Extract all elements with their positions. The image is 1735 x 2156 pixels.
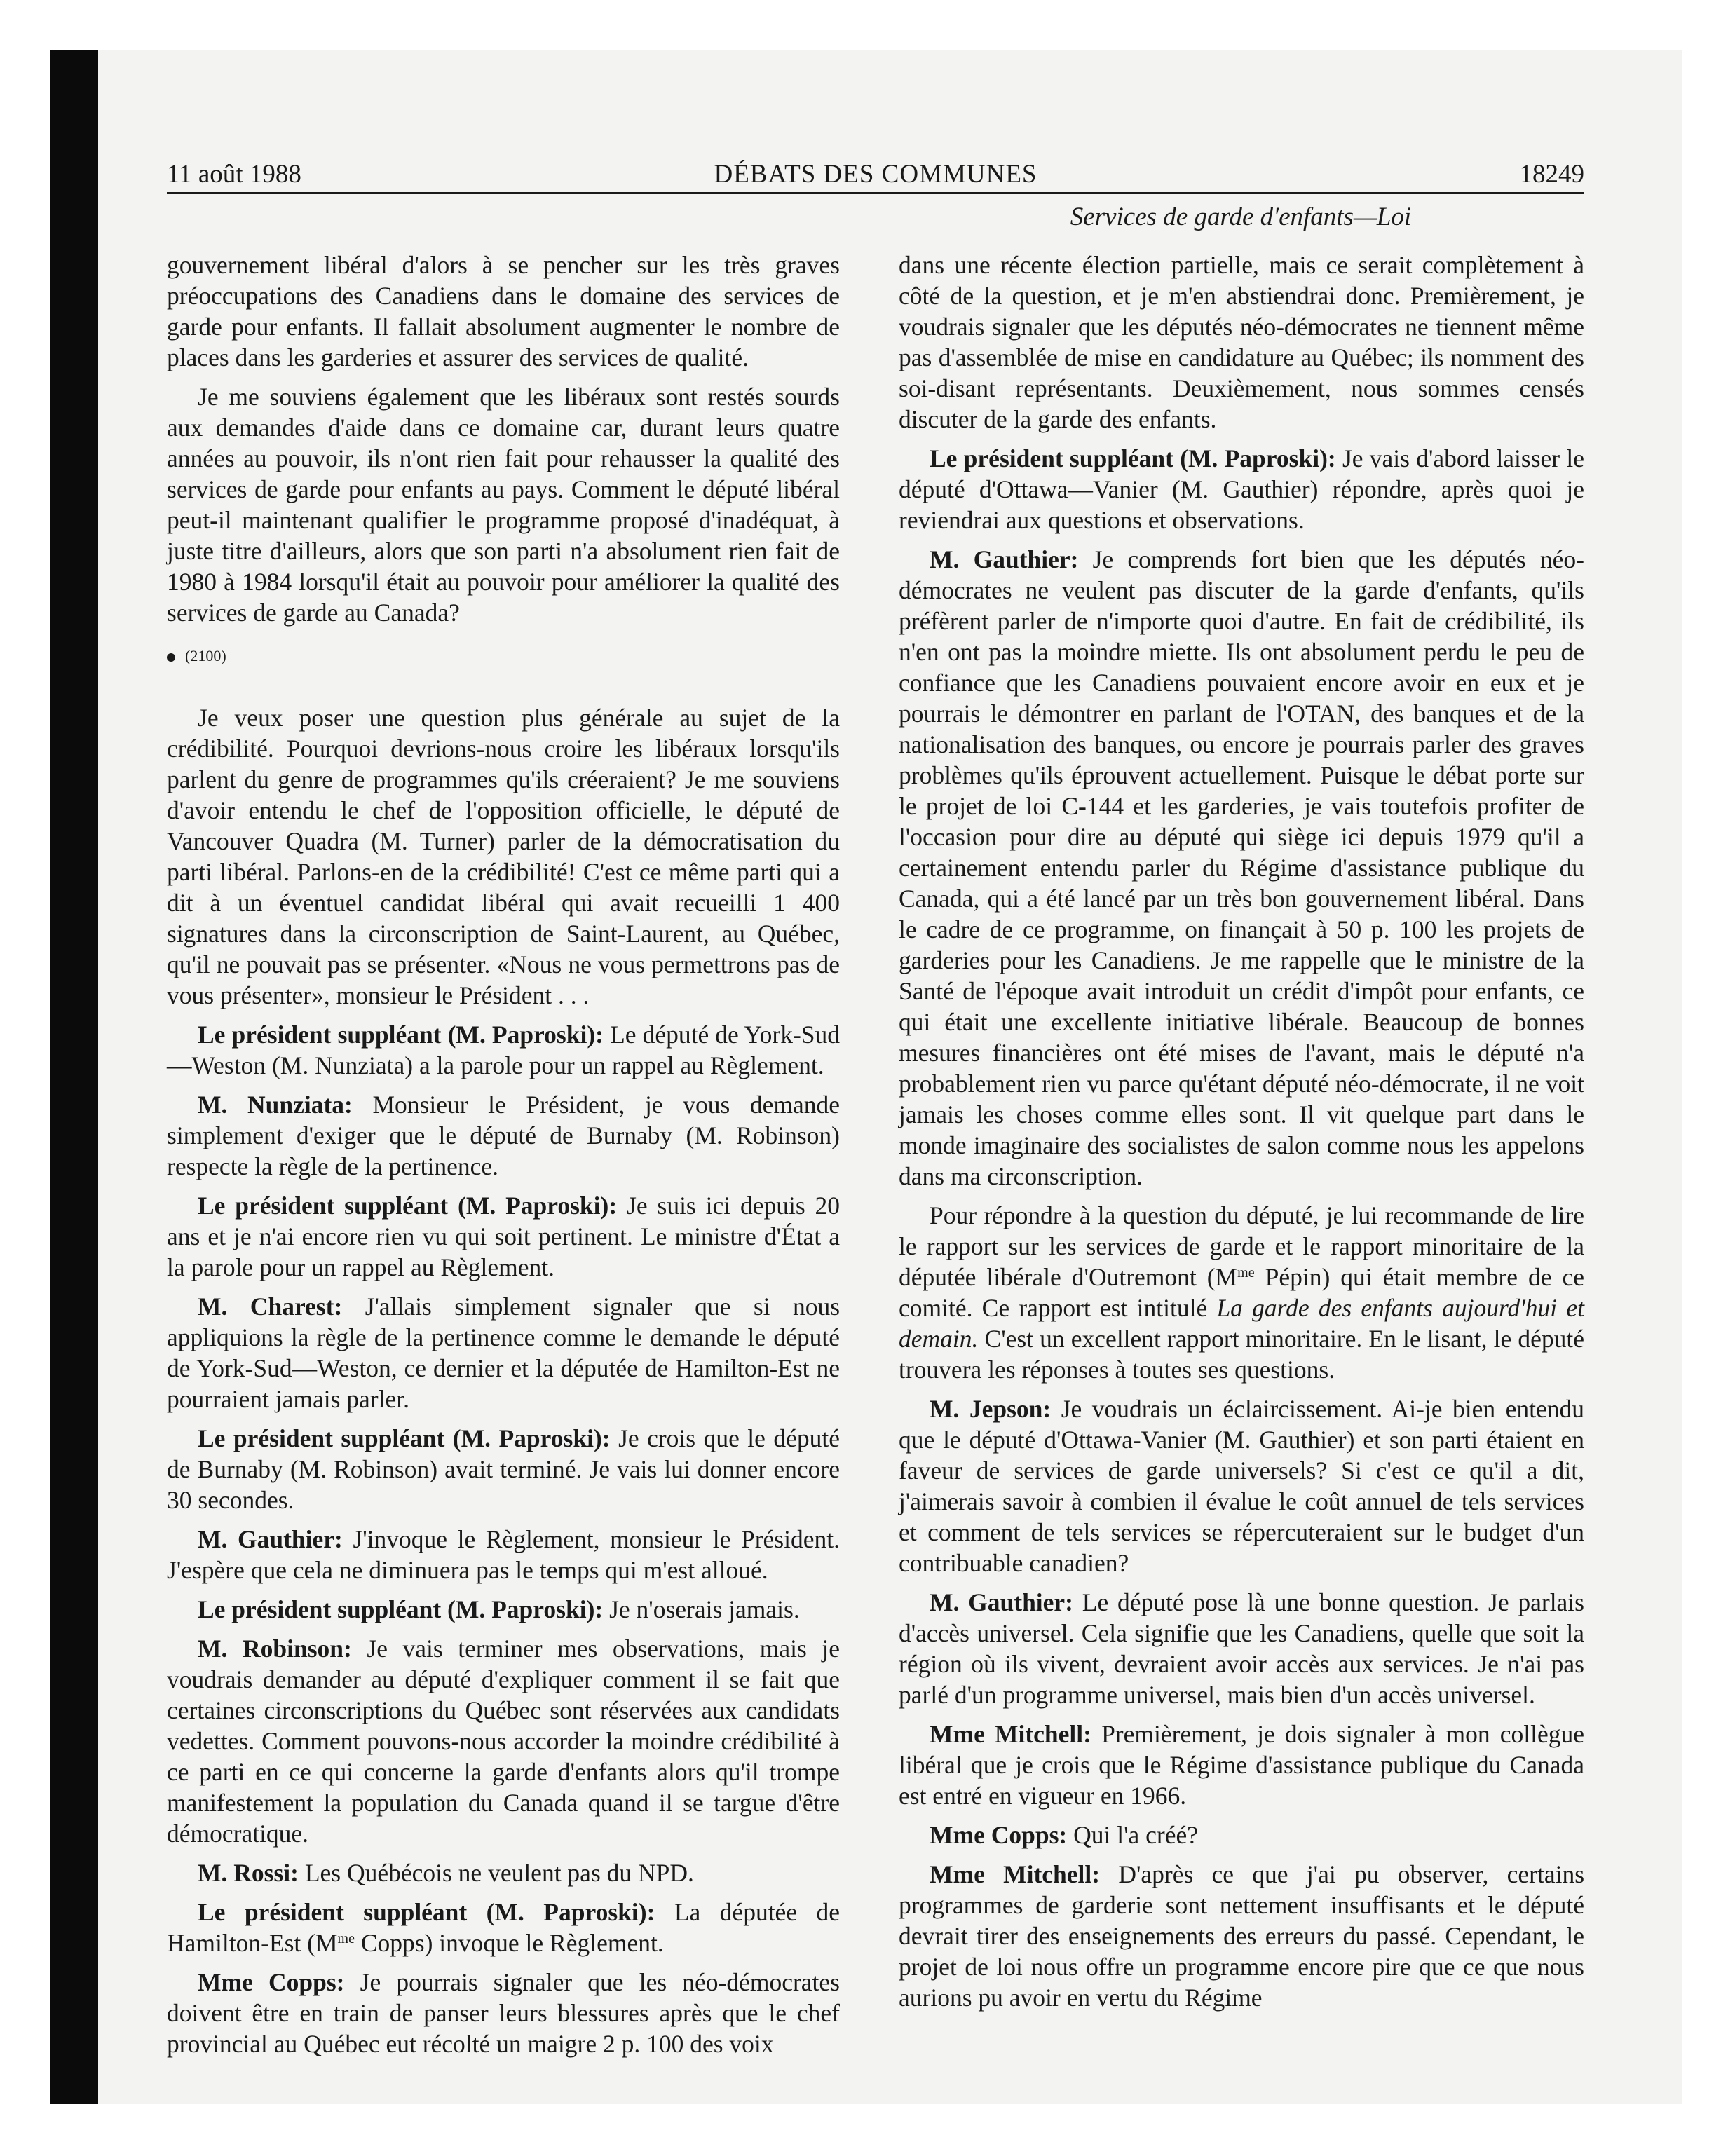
header-date: 11 août 1988 bbox=[167, 160, 301, 189]
speaker-name: Le président suppléant (M. Paproski): bbox=[198, 1898, 655, 1926]
speech bbox=[167, 1291, 840, 1414]
speaker-name: Le président suppléant (M. Paproski): bbox=[930, 444, 1336, 472]
speech bbox=[167, 1857, 840, 1888]
speech-text: Je comprends fort bien que les députés néo-démocrates ne veulent pas discuter de la garde d'enfants, qu'ils préfèrent parler de n'importe quoi d'autre. En fait de crédibilité, ils n'en ont pas la moindre miette. Ils ont absolument perdu le peu de confiance que les Canadiens pouvaient encore avoir en eux et je pourrais le démontrer en parlant de l'OTAN, des banques et de la nationalisation des banques, ou encore je pourrais parler des graves problèmes qu'ils éprouvent actuellement. Puisque le débat porte sur le projet de loi C-144 et les garderies, je vais toutefois profiter de l'occasion pour dire au député qui siège ici depuis 1979 qu'il a certainement entendu parler du Régime d'assistance publique du Canada, qui a été lancé par un très bon gouvernement libéral. Dans le cadre de ce programme, on finançait à 50 p. 100 les projets de garderies pour les Canadiens. Je me rappelle que le ministre de la Santé de l'époque avait introduit un crédit d'impôt pour enfants, ce qui était une excellente initiative libérale. Beaucoup de bonnes mesures financières ont été mises de l'avant, mais le député n'a probablement rien vu parce qu'étant député néo-démocrate, il ne voit jamais les choses comme elles sont. Il vit quelque part dans le monde imaginaire des socialistes de salon comme nous les appelons dans ma circonscription. bbox=[899, 545, 1584, 1190]
paragraph-text: Pépin) qui était membre de ce comité. Ce rapport est intitulé bbox=[899, 1263, 1585, 1322]
bullet-icon bbox=[167, 653, 175, 662]
speaker-name: M. Gauthier: bbox=[930, 1588, 1074, 1616]
time-marker bbox=[167, 641, 840, 671]
speech-text: Le député pose là une bonne question. Je parlais d'accès universel. Cela signifie que les Canadiens, quelle que soit la région où ils vivent, devraient avoir accès aux services. Je n'ai pas parlé d'un programme universel, mais bien d'un accès universel. bbox=[899, 1588, 1584, 1709]
time-marker-label: (2100) bbox=[185, 647, 226, 664]
speech-text: Je suis ici depuis 20 ans et je n'ai encore rien vu qui soit pertinent. Le ministre d'État a la parole pour un rappel au Règlement. bbox=[167, 1192, 841, 1281]
speech bbox=[167, 1633, 840, 1849]
speech bbox=[899, 1587, 1584, 1710]
superscript: me bbox=[337, 1931, 355, 1946]
speaker-name: Le président suppléant (M. Paproski): bbox=[198, 1595, 604, 1623]
section-title: Services de garde d'enfants—Loi bbox=[1070, 203, 1412, 231]
speech-text: Je n'oserais jamais. bbox=[609, 1595, 800, 1623]
speaker-name: M. Rossi: bbox=[198, 1859, 299, 1887]
left-column bbox=[167, 250, 840, 2068]
speech bbox=[899, 1719, 1584, 1811]
speech-text: D'après ce que j'ai pu observer, certains programmes de garderie sont nettement insuffisants et le député devrait tirer des enseignements des erreurs du passé. Cependant, le projet de loi nous offre un programme encore pire que ce que nous aurions pu avoir en vertu du Régime bbox=[899, 1860, 1585, 2012]
paragraph-text: C'est un excellent rapport minoritaire. En le lisant, le député trouvera les réponses à toutes ses questions. bbox=[899, 1325, 1585, 1384]
speaker-name: Mme Copps: bbox=[198, 1968, 345, 1996]
speaker-name: Mme Mitchell: bbox=[930, 1720, 1091, 1748]
speech-text: Monsieur le Président, je vous demande simplement d'exiger que le député de Burnaby (M. Robinson) respecte la règle de la pertinence. bbox=[167, 1091, 840, 1180]
speech bbox=[167, 1019, 840, 1081]
speech-text: La députée de Hamilton-Est (M bbox=[167, 1898, 840, 1957]
speech-text: Premièrement, je dois signaler à mon collègue libéral que je crois que le Régime d'assistance publique du Canada est entré en vigueur en 1966. bbox=[899, 1720, 1584, 1810]
speech-text: J'invoque le Règlement, monsieur le Président. J'espère que cela ne diminuera pas le temps qui m'est alloué. bbox=[167, 1525, 840, 1584]
speech-text: Je pourrais signaler que les néo-démocrates doivent être en train de panser leurs blessures après que le chef provincial au Québec eut récolté un maigre 2 p. 100 des voix bbox=[167, 1968, 840, 2058]
right-column bbox=[899, 250, 1584, 2021]
paragraph: dans une récente élection partielle, mais ce serait complètement à côté de la question, et je m'en abstiendrai donc. Premièrement, je voudrais signaler que les députés néo-démocrates ne tiennent même pas d'assemblée de mise en candidature au Québec; ils nomment des soi-disant représentants. Deuxièmement, nous sommes censés discuter de la garde des enfants. bbox=[899, 251, 1584, 433]
speech bbox=[167, 1190, 840, 1283]
speaker-name: Le président suppléant (M. Paproski): bbox=[198, 1021, 604, 1049]
speech-text: Les Québécois ne veulent pas du NPD. bbox=[304, 1859, 694, 1887]
speech bbox=[167, 1423, 840, 1515]
speech bbox=[899, 1393, 1584, 1578]
speech-text: Je vais d'abord laisser le député d'Ottawa—Vanier (M. Gauthier) répondre, après quoi je reviendrai aux questions et observations. bbox=[899, 444, 1584, 534]
page-header bbox=[167, 153, 1584, 194]
paragraph-text: Pour répondre à la question du député, je lui recommande de lire le rapport sur les services de garde et le rapport minoritaire de la députée libérale d'Outremont (M bbox=[899, 1201, 1584, 1291]
paragraph: Je veux poser une question plus générale au sujet de la crédibilité. Pourquoi devrions-nous croire les libéraux lorsqu'ils parlent du genre de programmes qu'ils créeraient? Je me souviens d'avoir entendu le chef de l'opposition officielle, le député de Vancouver Quadra (M. Turner) parler de la démocratisation du parti libéral. Parlons-en de la crédibilité! C'est ce même parti qui a dit à un éventuel candidat libéral qui avait recueilli 1 400 signatures dans la circonscription de Saint-Laurent, au Québec, qu'il ne pouvait pas se présenter. «Nous ne vous permettrons pas de vous présenter», monsieur le Président . . . bbox=[167, 704, 840, 1009]
speaker-name: M. Nunziata: bbox=[198, 1091, 353, 1119]
speaker-name: M. Robinson: bbox=[198, 1635, 352, 1663]
speaker-name: Mme Mitchell: bbox=[930, 1860, 1101, 1888]
header-title: DÉBATS DES COMMUNES bbox=[714, 160, 1037, 189]
speech bbox=[899, 443, 1584, 535]
speech bbox=[167, 1089, 840, 1182]
speaker-name: M. Charest: bbox=[198, 1292, 343, 1321]
paragraph bbox=[899, 1200, 1584, 1385]
speech bbox=[167, 1594, 840, 1625]
speech-text: Je vais terminer mes observations, mais je voudrais demander au député d'expliquer comment il se fait que certaines circonscriptions du Québec sont réservées aux candidats vedettes. Comment pouvons-nous accorder la moindre crédibilité à ce parti en ce qui concerne la garde d'enfants alors qu'il trompe manifestement la population du Canada quand il se targue d'être démocratique. bbox=[167, 1635, 841, 1848]
speaker-name: M. Gauthier: bbox=[198, 1525, 343, 1553]
speaker-name: M. Jepson: bbox=[930, 1395, 1052, 1423]
speech bbox=[899, 1820, 1584, 1850]
speaker-name: M. Gauthier: bbox=[930, 545, 1079, 573]
speech-text: Le député de York-Sud—Weston (M. Nunziata) a la parole pour un rappel au Règlement. bbox=[167, 1021, 841, 1079]
page-number: 18249 bbox=[1519, 160, 1584, 189]
speech-text: Je voudrais un éclaircissement. Ai-je bien entendu que le député d'Ottawa-Vanier (M. Gauthier) et son parti étaient en faveur de services de garde universels? Si c'est ce qu'il a dit, j'aimerais savoir à combien il évalue le coût annuel de tels services et comment de tels services se répercuteraient sur le budget d'un contribuable canadien? bbox=[899, 1395, 1584, 1577]
speech-text: J'allais simplement signaler que si nous appliquions la règle de la pertinence comme le demande le député de York-Sud—Weston, ce dernier et la députée de Hamilton-Est ne pourraient jamais parler. bbox=[167, 1292, 841, 1413]
speech bbox=[167, 1967, 840, 2059]
speech bbox=[167, 1897, 840, 1958]
speech bbox=[167, 1524, 840, 1585]
scan-edge-bar bbox=[50, 50, 98, 2104]
paragraph: Je me souviens également que les libéraux sont restés sourds aux demandes d'aide dans ce domaine car, durant leurs quatre années au pouvoir, ils n'ont rien fait pour rehausser la qualité des services de garde pour enfants au pays. Comment le député libéral peut-il maintenant qualifier le programme proposé d'inadéquat, à juste titre d'ailleurs, alors que son parti n'a absolument rien fait de 1980 à 1984 lorsqu'il était au pouvoir pour améliorer la qualité des services de garde au Canada? bbox=[167, 383, 840, 627]
speech-text: Copps) invoque le Règlement. bbox=[360, 1929, 664, 1957]
paragraph: gouvernement libéral d'alors à se pencher sur les très graves préoccupations des Canadiens dans le domaine des services de garde pour enfants. Il fallait absolument augmenter le nombre de places dans les garderies et assurer des services de qualité. bbox=[167, 251, 840, 371]
speech bbox=[899, 1859, 1584, 2013]
report-title: La garde des enfants aujourd'hui et demain. bbox=[899, 1294, 1584, 1353]
superscript: me bbox=[1237, 1265, 1255, 1281]
speaker-name: Mme Copps: bbox=[930, 1821, 1068, 1849]
speaker-name: Le président suppléant (M. Paproski): bbox=[198, 1424, 611, 1452]
speech-text: Je crois que le député de Burnaby (M. Robinson) avait terminé. Je vais lui donner encore 30 secondes. bbox=[167, 1424, 840, 1514]
speech-text: Qui l'a créé? bbox=[1073, 1821, 1198, 1849]
speech bbox=[899, 544, 1584, 1192]
speaker-name: Le président suppléant (M. Paproski): bbox=[198, 1192, 618, 1220]
